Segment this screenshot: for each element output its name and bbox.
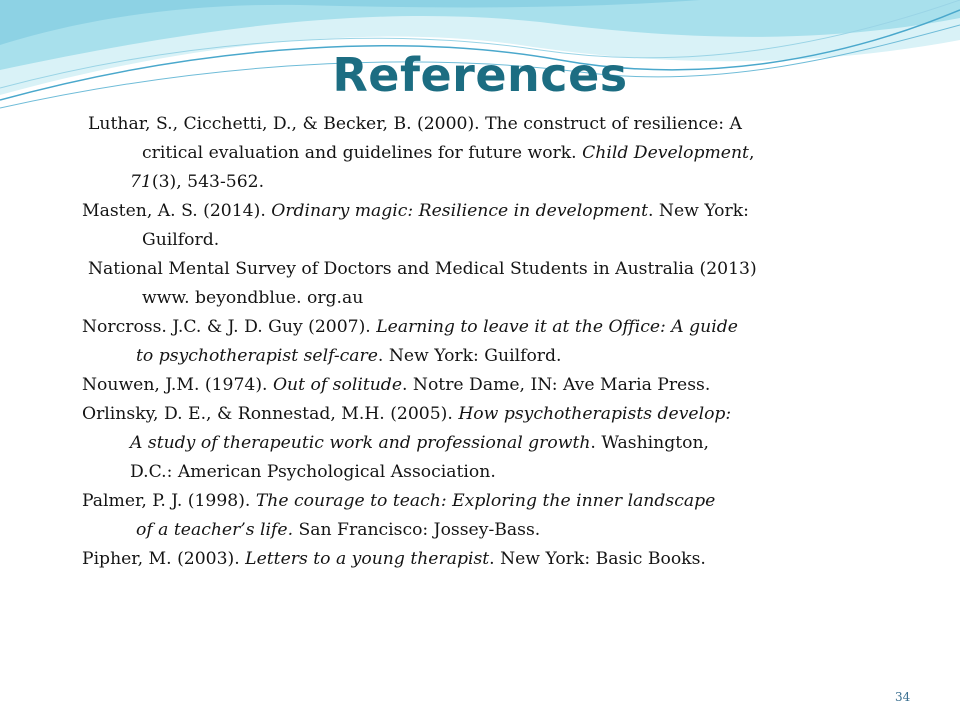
reference-line — [82, 226, 882, 255]
reference-text: San Francisco: Jossey-Bass. — [293, 520, 541, 540]
reference-italic-text: 71 — [130, 172, 152, 192]
reference-list — [82, 110, 882, 574]
reference-line — [82, 197, 882, 226]
reference-italic-text: Learning to leave it at the Office: A guide — [376, 317, 738, 337]
reference-line — [82, 516, 882, 545]
reference-text: (3), 543-562. — [151, 172, 265, 192]
reference-text: Luthar, S., Cicchetti, D., & Becker, B. (2000). The construct of resilience: A — [88, 114, 742, 134]
reference-italic-text: Letters to a young therapist — [245, 549, 490, 569]
reference-text: www. beyondblue. org.au — [142, 288, 364, 308]
reference-italic-text: Child Development — [582, 143, 749, 163]
reference-text: . Washington, — [590, 433, 710, 453]
reference-entry — [82, 197, 882, 255]
reference-text: Nouwen, J.M. (1974). — [82, 375, 273, 395]
reference-entry — [82, 400, 882, 487]
reference-line — [82, 545, 882, 574]
reference-text: Norcross. J.C. & J. D. Guy (2007). — [82, 317, 377, 337]
reference-entry — [82, 110, 882, 197]
page-number: 34 — [895, 690, 911, 704]
reference-entry — [82, 545, 882, 574]
reference-text: critical evaluation and guidelines for future work. — [142, 143, 583, 163]
reference-text: Guilford. — [142, 230, 220, 250]
reference-line — [82, 429, 882, 458]
reference-line — [82, 400, 882, 429]
reference-italic-text: Out of solitude — [272, 375, 402, 395]
reference-line — [82, 168, 882, 197]
reference-text: Pipher, M. (2003). — [82, 549, 246, 569]
reference-line — [82, 110, 882, 139]
reference-line — [82, 139, 882, 168]
reference-text: . New York: Guilford. — [377, 346, 562, 366]
reference-text: . New York: Basic Books. — [489, 549, 706, 569]
reference-italic-text: A study of therapeutic work and professional growth — [130, 433, 591, 453]
reference-text: . New York: — [648, 201, 749, 221]
reference-italic-text: to psychotherapist self-care — [136, 346, 378, 366]
slide-title: References — [332, 48, 628, 102]
reference-line — [82, 255, 882, 284]
reference-text: Orlinsky, D. E., & Ronnestad, M.H. (2005). — [82, 404, 459, 424]
reference-entry — [82, 487, 882, 545]
reference-text: National Mental Survey of Doctors and Medical Students in Australia (2013) — [88, 259, 757, 279]
reference-italic-text: of a teacher’s life. — [136, 520, 294, 540]
reference-line — [82, 487, 882, 516]
reference-text: Masten, A. S. (2014). — [82, 201, 272, 221]
reference-line — [82, 342, 882, 371]
reference-text: . Notre Dame, IN: Ave Maria Press. — [401, 375, 711, 395]
reference-text: , — [748, 143, 755, 163]
reference-entry — [82, 371, 882, 400]
reference-entry — [82, 255, 882, 313]
reference-text: D.C.: American Psychological Association. — [130, 462, 496, 482]
reference-italic-text: How psychotherapists develop: — [458, 404, 732, 424]
reference-italic-text: Ordinary magic: Resilience in development — [271, 201, 648, 221]
reference-line — [82, 458, 882, 487]
reference-line — [82, 371, 882, 400]
reference-italic-text: The courage to teach: Exploring the inner landscape — [255, 491, 716, 511]
reference-text: Palmer, P. J. (1998). — [82, 491, 256, 511]
reference-line — [82, 284, 882, 313]
reference-entry — [82, 313, 882, 371]
reference-line — [82, 313, 882, 342]
